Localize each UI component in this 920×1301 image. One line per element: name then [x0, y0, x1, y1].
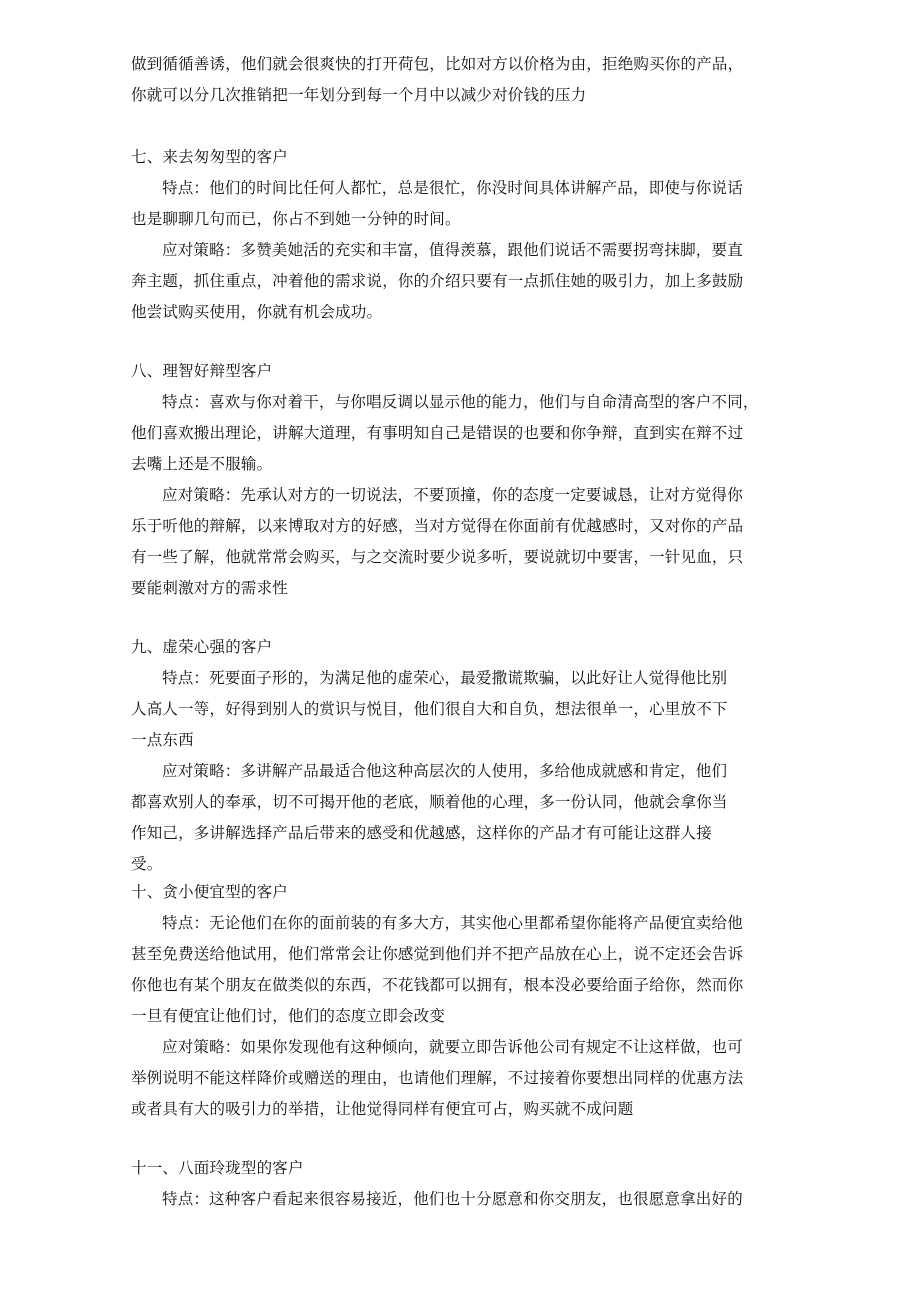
section-heading: 十一、八面玲珑型的客户 — [131, 1159, 304, 1177]
text-line: 做到循循善诱，他们就会很爽快的打开荷包，比如对方以价格为由，拒绝购买你的产品， — [131, 55, 744, 73]
text-line: 特点：他们的时间比任何人都忙，总是很忙，你没时间具体讲解产品，即使与你说话 — [162, 179, 743, 197]
section-heading: 九、虚荣心强的客户 — [131, 638, 273, 656]
text-line: 甚至免费送给他试用，他们常常会让你感觉到他们并不把产品放在心上，说不定还会告诉 — [131, 945, 744, 963]
text-line: 人高人一等，好得到别人的赏识与悦目，他们很自大和自负，想法很单一，心里放不下 — [131, 700, 728, 718]
text-line: 一旦有便宜让他们讨，他们的态度立即会改变 — [131, 1007, 446, 1025]
text-line: 你他也有某个朋友在做类似的东西，不花钱都可以拥有，根本没必要给面子给你，然而你 — [131, 976, 744, 994]
section-heading: 十、贪小便宜型的客户 — [131, 883, 289, 901]
text-line: 都喜欢别人的奉承，切不可揭开他的老底，顺着他的心理，多一份认同，他就会拿你当 — [131, 793, 728, 811]
text-line: 去嘴上还是不服输。 — [131, 455, 273, 473]
text-line: 奔主题，抓住重点，冲着他的需求说，你的介绍只要有一点抓住她的吸引力，加上多鼓励 — [131, 272, 744, 290]
section-heading: 七、来去匆匆型的客户 — [131, 148, 289, 166]
text-line: 应对策略：先承认对方的一切说法，不要顶撞，你的态度一定要诚恳，让对方觉得你 — [162, 486, 743, 504]
text-line: 特点：这种客户看起来很容易接近，他们也十分愿意和你交朋友，也很愿意拿出好的 — [162, 1190, 743, 1208]
text-line: 他尝试购买使用，你就有机会成功。 — [131, 303, 383, 321]
text-line: 也是聊聊几句而已，你占不到她一分钟的时间。 — [131, 210, 461, 228]
text-line: 他们喜欢搬出理论，讲解大道理，有事明知自己是错误的也要和你争辩，直到实在辩不过 — [131, 424, 744, 442]
text-line: 应对策略：多赞美她活的充实和丰富，值得羡慕，跟他们说话不需要拐弯抹脚，要直 — [162, 241, 743, 259]
text-line: 受。 — [131, 855, 163, 873]
text-line: 乐于听他的辩解，以来博取对方的好感，当对方觉得在你面前有优越感时，又对你的产品 — [131, 517, 744, 535]
text-line: 特点：喜欢与你对着干，与你唱反调以显示他的能力，他们与自命清高型的客户不同， — [162, 393, 759, 411]
text-line: 有一些了解，他就常常会购买，与之交流时要少说多听，要说就切中要害，一针见血，只 — [131, 548, 744, 566]
text-line: 一点东西 — [131, 731, 194, 749]
text-line: 或者具有大的吸引力的举措，让他觉得同样有便宜可占，购买就不成问题 — [131, 1100, 634, 1118]
text-line: 要能刺激对方的需求性 — [131, 579, 289, 597]
section-heading: 八、理智好辩型客户 — [131, 362, 273, 380]
text-line: 应对策略：如果你发现他有这种倾向，就要立即告诉他公司有规定不让这样做，也可 — [162, 1038, 743, 1056]
text-line: 作知己，多讲解选择产品后带来的感受和优越感，这样你的产品才有可能让这群人接 — [131, 824, 712, 842]
text-line: 特点：无论他们在你的面前装的有多大方，其实他心里都希望你能将产品便宜卖给他 — [162, 914, 743, 932]
text-line: 应对策略：多讲解产品最适合他这种高层次的人使用，多给他成就感和肯定，他们 — [162, 762, 728, 780]
text-line: 举例说明不能这样降价或赠送的理由，也请他们理解，不过接着你要想出同样的优惠方法 — [131, 1069, 744, 1087]
text-line: 你就可以分几次推销把一年划分到每一个月中以减少对价钱的压力 — [131, 86, 587, 104]
text-line: 特点：死要面子形的，为满足他的虚荣心，最爱撒谎欺骗，以此好让人觉得他比别 — [162, 669, 728, 687]
